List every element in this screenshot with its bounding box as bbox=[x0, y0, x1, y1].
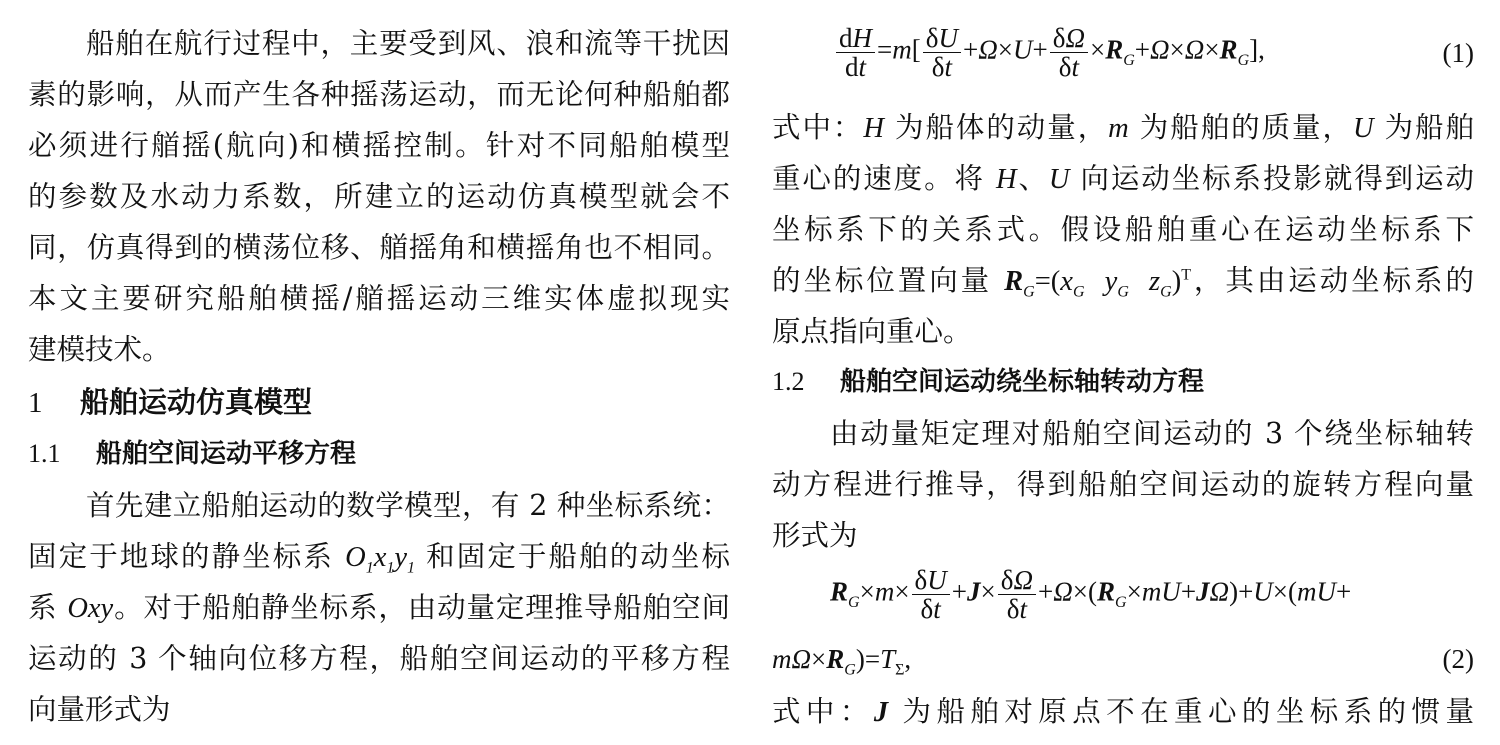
p3-line-2: 重心的速度。将 H、U 向运动坐标系投影就得到运动 bbox=[772, 162, 1474, 195]
math-u: U bbox=[1048, 164, 1070, 195]
text-span: 和固定于船舶的动坐标 bbox=[415, 540, 730, 573]
equation-number: (1) bbox=[1442, 38, 1474, 68]
equation-2-line-2 bbox=[772, 636, 1474, 684]
section-title: 船舶空间运动绕坐标轴转动方程 bbox=[840, 367, 1205, 397]
p2-line-1: 首先建立船舶运动的数学模型，有 2 种坐标系统： bbox=[86, 489, 730, 522]
p2-line-3 bbox=[28, 584, 730, 632]
text-span: 式中： bbox=[772, 695, 874, 728]
math-h: H bbox=[863, 113, 884, 144]
section-number: 1 bbox=[28, 387, 43, 419]
p3-line-3: 坐标系下的关系式。假设船舶重心在运动坐标系下 bbox=[772, 213, 1474, 246]
equation-2-body-cont: $m\Omega\times R_G)=T_\Sigma$, bbox=[772, 644, 912, 679]
p4-line-3: 形式为 bbox=[772, 519, 858, 552]
text-span: 向运动坐标系投影就得到运动 bbox=[1069, 162, 1474, 195]
fraction: $\frac{\delta\Omega}{\delta t}$ bbox=[998, 566, 1036, 623]
section-title: 船舶空间运动平移方程 bbox=[96, 439, 357, 469]
p3-line-4 bbox=[772, 257, 1474, 305]
section-number: 1.1 bbox=[28, 439, 61, 468]
p2-line-4: 运动的 3 个轴向位移方程，船舶空间运动的平移方程 bbox=[28, 642, 730, 675]
section-title: 船舶运动仿真模型 bbox=[80, 385, 313, 419]
fraction: $\frac{\delta U}{\delta t}$ bbox=[923, 24, 961, 81]
equation-2-line-1 bbox=[772, 566, 1474, 632]
math-o1x1y1: $O_1x_1y_1$ bbox=[345, 542, 415, 577]
text-span: 的坐标位置向量 bbox=[772, 264, 1005, 297]
p2-line-2 bbox=[28, 533, 730, 581]
text-span: ，其由运动坐标系的 bbox=[1190, 264, 1475, 297]
text-span: 为船舶对原点不在重心的坐标系的惯量 bbox=[888, 695, 1474, 728]
math-rg-vector: $R_G=(x_G$ $y_G$ $z_G)^T$ bbox=[1004, 266, 1191, 301]
text-span: 固定于地球的静坐标系 bbox=[28, 540, 346, 573]
section-number: 1.2 bbox=[772, 367, 805, 396]
p5-line-1 bbox=[772, 688, 1474, 736]
section-heading-1-2 bbox=[772, 358, 1474, 406]
intro-line-2: 素的影响，从而产生各种摇荡运动，而无论何种船舶都 bbox=[28, 78, 730, 111]
p4-line-1: 由动量矩定理对船舶空间运动的 3 个绕坐标轴转 bbox=[830, 417, 1474, 450]
text-span: 。对于船舶静坐标系，由动量定理推导船舶空间 bbox=[113, 591, 730, 624]
intro-line-1: 船舶在航行过程中，主要受到风、浪和流等干扰因 bbox=[86, 27, 730, 60]
intro-line-7: 建模技术。 bbox=[28, 333, 171, 366]
intro-line-4: 的参数及水动力系数，所建立的运动仿真模型就会不 bbox=[28, 180, 730, 213]
equation-2-body: $R_G\times m\times$ $\frac{\delta U}{\delta t}$ +J× $\frac{\delta\Omega}{\delta t}$ $+\Omega\times(R_G\times mU+J\Omega)+U\times(mU+$ bbox=[830, 565, 1352, 624]
p2-line-5: 向量形式为 bbox=[28, 693, 171, 726]
equation-1 bbox=[772, 24, 1474, 90]
p3-line-5: 原点指向重心。 bbox=[772, 315, 972, 348]
text-span: 式中： bbox=[772, 111, 864, 144]
math-m: m bbox=[1108, 113, 1129, 144]
fraction: $\frac{\delta\Omega}{\delta t}$ bbox=[1050, 24, 1088, 81]
text-span: 为船舶 bbox=[1373, 111, 1474, 144]
section-heading-1 bbox=[28, 378, 730, 426]
intro-line-6: 本文主要研究船舶横摇/艏摇运动三维实体虚拟现实 bbox=[28, 282, 730, 315]
text-span: 为船舶的质量， bbox=[1128, 111, 1353, 144]
math-oxy: Oxy bbox=[67, 593, 114, 624]
intro-line-3: 必须进行艏摇(航向)和横摇控制。针对不同船舶模型 bbox=[28, 129, 730, 162]
p3-line-1 bbox=[772, 104, 1474, 152]
equation-number: (2) bbox=[1442, 644, 1474, 674]
intro-line-5: 同，仿真得到的横荡位移、艏摇角和横摇角也不相同。 bbox=[28, 231, 730, 264]
fraction: $\frac{\delta U}{\delta t}$ bbox=[912, 566, 950, 623]
equation-1-body: $\frac{dH}{dt}$ =m[ $\frac{\delta U}{\delta t}$ +Ω×U+ $\frac{\delta\Omega}{\delta t}$ $\times R_G+\Omega\times\Omega\times R_G$], bbox=[834, 24, 1265, 81]
fraction: $\frac{dH}{dt}$ bbox=[836, 24, 875, 81]
text-span: 重心的速度。将 bbox=[772, 162, 996, 195]
math-u: U bbox=[1352, 113, 1374, 144]
section-heading-1-1 bbox=[28, 430, 730, 478]
p4-line-2: 动方程进行推导，得到船舶空间运动的旋转方程向量 bbox=[772, 468, 1474, 501]
math-j: J bbox=[873, 697, 889, 728]
text-span: 为船体的动量， bbox=[883, 111, 1109, 144]
math-h-u: H bbox=[995, 164, 1017, 195]
text-span: 系 bbox=[28, 591, 68, 624]
